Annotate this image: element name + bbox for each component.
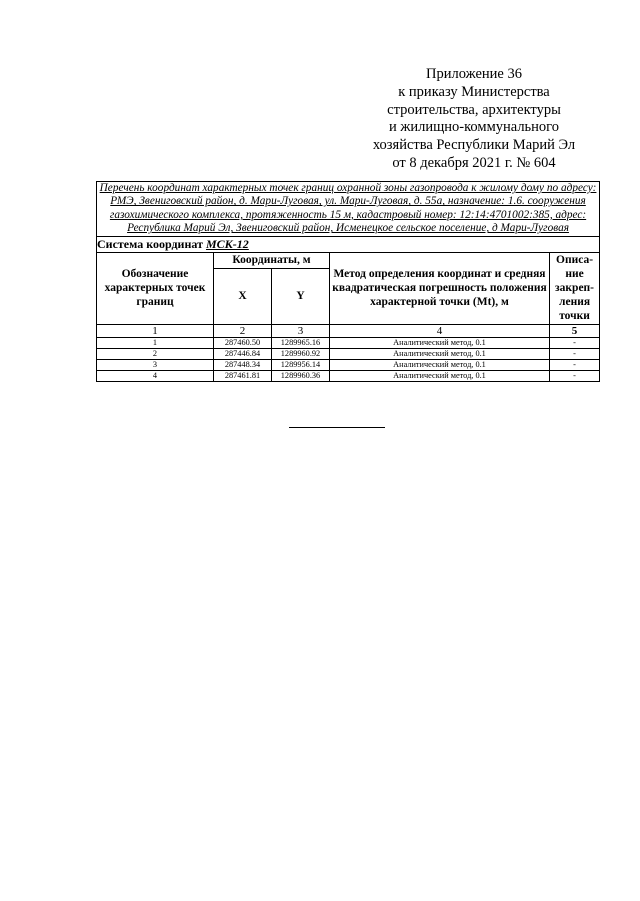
point-number: 4 <box>97 370 214 381</box>
header-line: и жилищно-коммунального <box>388 119 560 136</box>
col-header-method: Метод определения координат и средняя квадратическая погрешность положения характерной точки (Mt), м <box>330 252 550 324</box>
coord-x: 287446.84 <box>214 348 272 359</box>
method: Аналитический метод, 0.1 <box>330 337 550 348</box>
column-number: 3 <box>272 324 330 337</box>
header-line: Приложение 36 <box>426 66 522 82</box>
coord-x: 287460.50 <box>214 337 272 348</box>
description: - <box>550 359 600 370</box>
col-header-coordinates: Координаты, м <box>214 252 330 268</box>
description: - <box>550 370 600 381</box>
coord-y: 1289960.36 <box>272 370 330 381</box>
col-header-description: Описа-ние закреп-ления точки <box>550 252 600 324</box>
coord-y: 1289965.16 <box>272 337 330 348</box>
method: Аналитический метод, 0.1 <box>330 359 550 370</box>
column-number: 4 <box>330 324 550 337</box>
table-row <box>97 337 600 348</box>
header-line: хозяйства Республики Марий Эл <box>372 137 576 154</box>
coord-x: 287461.81 <box>214 370 272 381</box>
point-number: 1 <box>97 337 214 348</box>
table-row <box>97 359 600 370</box>
point-number: 2 <box>97 348 214 359</box>
table-row <box>97 348 600 359</box>
coord-y: 1289956.14 <box>272 359 330 370</box>
column-number: 2 <box>214 324 272 337</box>
table-row <box>97 370 600 381</box>
column-number: 5 <box>550 324 600 337</box>
description: - <box>550 337 600 348</box>
coordinate-system-row <box>97 236 600 252</box>
table-title: Перечень координат характерных точек границ охранной зоны газопровода к жилому дому по адресу: РМЭ, Звениговский район, д. Мари-Луговая, ул. Мари-Луговая, д. 55а, назначение: 1.6. сооружения газохимического комплекса, протяженность 15 м, кадастровый номер: 12:14:4701002:385, адрес: Республика Марий Эл, Звениговский район, Исменецкое сельское поселение, д Мари-Луговая <box>97 182 600 237</box>
header-line: от 8 декабря 2021 г. № 604 <box>392 154 556 171</box>
coord-y: 1289960.92 <box>272 348 330 359</box>
col-header-designation: Обозначение характерных точек границ <box>97 252 214 324</box>
closing-divider <box>289 427 385 428</box>
col-header-y: Y <box>272 268 330 324</box>
header-line: строительства, архитектуры <box>387 101 561 118</box>
coord-x: 287448.34 <box>214 359 272 370</box>
coordinate-system-label: Система координат <box>97 236 203 251</box>
coordinates-table <box>96 181 600 382</box>
description: - <box>550 348 600 359</box>
col-header-x: X <box>214 268 272 324</box>
point-number: 3 <box>97 359 214 370</box>
header-line: к приказу Министерства <box>398 83 550 100</box>
coordinate-system-value: МСК-12 <box>205 236 249 251</box>
column-number-row <box>97 324 600 337</box>
appendix-header <box>360 66 588 173</box>
column-number: 1 <box>97 324 214 337</box>
method: Аналитический метод, 0.1 <box>330 370 550 381</box>
method: Аналитический метод, 0.1 <box>330 348 550 359</box>
